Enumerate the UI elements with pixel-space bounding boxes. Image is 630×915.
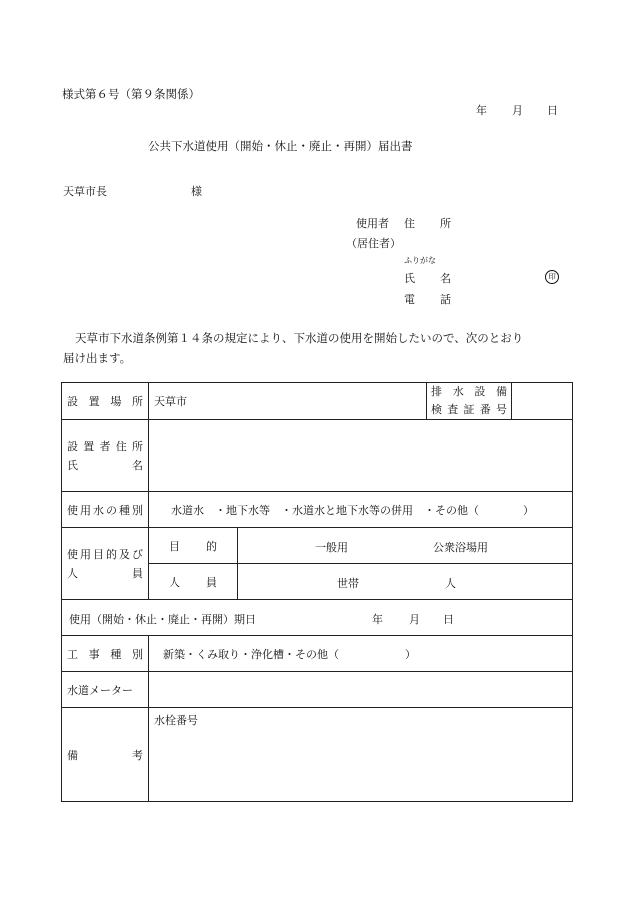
row-water-meter — [62, 672, 573, 708]
date-month-label: 月 — [512, 104, 523, 117]
body-text — [63, 328, 573, 368]
usage-year-label: 年 — [372, 612, 383, 626]
purpose-bath: 公衆浴場用 — [433, 540, 488, 554]
date-day-label: 日 — [547, 104, 558, 117]
phone-label-1: 電 — [404, 293, 415, 306]
drainage-inspection-value[interactable] — [512, 383, 572, 419]
form-number: 様式第６号（第９条関係） — [62, 87, 200, 101]
people-sub-label: 人 員 — [149, 564, 238, 600]
construction-options[interactable]: 新築・くみ取り・浄化槽・その他（ ） — [149, 636, 573, 672]
usage-date-label: 使用（開始・休止・廃止・再開）期日 — [69, 612, 256, 626]
address-label-2: 所 — [440, 217, 451, 230]
hydrant-number-label: 水栓番号 — [154, 714, 198, 727]
households-unit: 世帯 — [337, 576, 359, 590]
drainage-inspection-label: 排 水 設 備 検 査 証 番 号 — [427, 383, 512, 419]
installation-place-label: 設 置 場 所 — [62, 383, 149, 420]
water-type-options[interactable]: 水道水 ・地下水等 ・水道水と地下水等の併用 ・その他（ ） — [149, 492, 573, 528]
row-usage-date — [62, 600, 573, 636]
date-year-label: 年 — [476, 104, 487, 117]
name-label-1: 氏 — [404, 272, 415, 285]
remarks-value[interactable] — [149, 708, 573, 802]
persons-unit: 人 — [445, 576, 456, 590]
row-installation-place — [62, 383, 573, 420]
residence-label: （居住者） — [346, 237, 401, 250]
construction-label: 工 事 種 別 — [62, 636, 149, 672]
remarks-label: 備 考 — [62, 708, 149, 802]
usage-month-label: 月 — [409, 612, 420, 626]
form-table — [61, 382, 573, 802]
name-label-2: 名 — [440, 272, 451, 285]
installer-label: 設 置 者 住 所 氏 名 — [62, 420, 149, 492]
purpose-sub-label: 目 的 — [149, 528, 238, 564]
water-meter-value[interactable] — [149, 672, 573, 708]
usage-day-label: 日 — [443, 612, 454, 626]
installer-value[interactable] — [149, 420, 573, 492]
water-type-label: 使 用 水 の 種 別 — [62, 492, 149, 528]
address-label-1: 住 — [404, 217, 415, 230]
purpose-label: 使 用 目 的 及 び 人 員 — [62, 528, 149, 600]
row-water-type — [62, 492, 573, 528]
row-purpose — [62, 528, 573, 564]
installation-place-value[interactable]: 天草市 — [149, 383, 427, 420]
seal-mark: 印 — [545, 270, 559, 284]
purpose-value[interactable] — [238, 528, 573, 564]
document-title: 公共下水道使用（開始・休止・廃止・再開）届出書 — [148, 139, 413, 153]
phone-label-2: 話 — [440, 293, 451, 306]
furigana-label: ふりがな — [404, 256, 436, 265]
row-construction — [62, 636, 573, 672]
body-text-line-1: 天草市下水道条例第１４条の規定により、下水道の使用を開始したいので、次のとおり — [75, 331, 524, 345]
drainage-inspection-cell — [427, 383, 573, 420]
purpose-general: 一般用 — [315, 540, 348, 554]
addressee: 天草市長 — [63, 185, 107, 198]
honorific: 様 — [191, 185, 202, 198]
row-installer — [62, 420, 573, 492]
row-remarks — [62, 708, 573, 802]
usage-date-cell[interactable] — [62, 600, 573, 636]
body-text-line-2: 届け出ます。 — [63, 351, 132, 365]
people-value[interactable] — [238, 564, 573, 600]
water-meter-label: 水道メーター — [62, 672, 149, 708]
user-label: 使用者 — [356, 217, 389, 230]
